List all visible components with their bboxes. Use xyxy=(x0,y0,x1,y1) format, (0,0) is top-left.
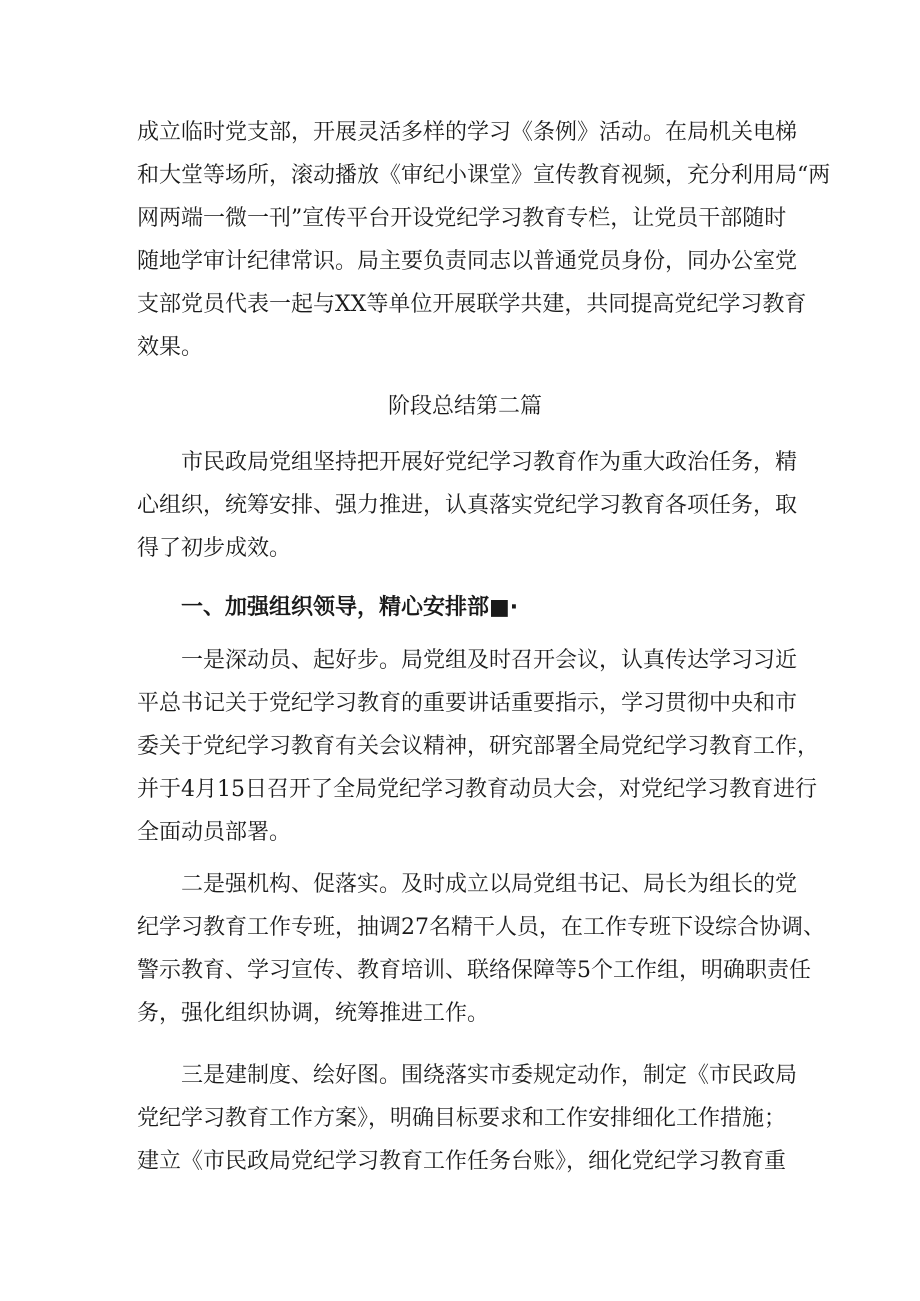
point-one-line-3: 委关于党纪学习教育有关会议精神，研究部署全局党纪学习教育工作， xyxy=(137,734,820,759)
point-one-line-5: 全面动员部署。 xyxy=(137,820,292,845)
point-two-line-4: 务，强化组织协调，统筹推进工作。 xyxy=(137,1001,490,1026)
intro-line-6: 效果。 xyxy=(137,335,204,360)
point-two-line-3: 警示教育、学习宣传、教育培训、联络保障等5个工作组，明确职责任 xyxy=(137,958,811,983)
heading-one: 一、加强组织领导，精心安排部■· xyxy=(181,595,519,620)
point-one-line-2: 平总书记关于党纪学习教育的重要讲话重要指示，学习贯彻中央和市 xyxy=(137,691,798,716)
point-two-line-1: 二是强机构、促落实。及时成立以局党组书记、局长为组长的党 xyxy=(181,872,798,897)
point-three-line-1: 三是建制度、绘好图。围绕落实市委规定动作，制定《市民政局 xyxy=(181,1063,798,1088)
point-one-line-4: 并于4月15日召开了全局党纪学习教育动员大会，对党纪学习教育进行 xyxy=(137,777,817,802)
intro-line-1: 成立临时党支部，开展灵活多样的学习《条例》活动。在局机关电梯 xyxy=(137,120,798,145)
point-one-line-1: 一是深动员、起好步。局党组及时召开会议，认真传达学习习近 xyxy=(181,648,798,673)
intro-line-2: 和大堂等场所，滚动播放《审纪小课堂》宣传教育视频，充分利用局“两 xyxy=(137,163,831,188)
point-three-line-3: 建立《市民政局党纪学习教育工作任务台账》，细化党纪学习教育重 xyxy=(137,1149,787,1174)
summary-line-1: 市民政局党组坚持把开展好党纪学习教育作为重大政治任务，精 xyxy=(181,450,798,475)
summary-line-2: 心组织，统筹安排、强力推进，认真落实党纪学习教育各项任务，取 xyxy=(137,493,798,518)
intro-line-3: 网两端一微一刊”宣传平台开设党纪学习教育专栏，让党员干部随时 xyxy=(137,206,787,231)
intro-line-5: 支部党员代表一起与XX等单位开展联学共建，共同提高党纪学习教育 xyxy=(137,292,807,317)
point-three-line-2: 党纪学习教育工作方案》，明确目标要求和工作安排细化工作措施； xyxy=(137,1106,787,1131)
summary-line-3: 得了初步成效。 xyxy=(137,536,292,561)
section-title: 阶段总结第二篇 xyxy=(388,394,543,419)
intro-line-4: 随地学审计纪律常识。局主要负责同志以普通党员身份，同办公室党 xyxy=(137,249,798,274)
point-two-line-2: 纪学习教育工作专班，抽调27名精干人员，在工作专班下设综合协调、 xyxy=(137,915,825,940)
